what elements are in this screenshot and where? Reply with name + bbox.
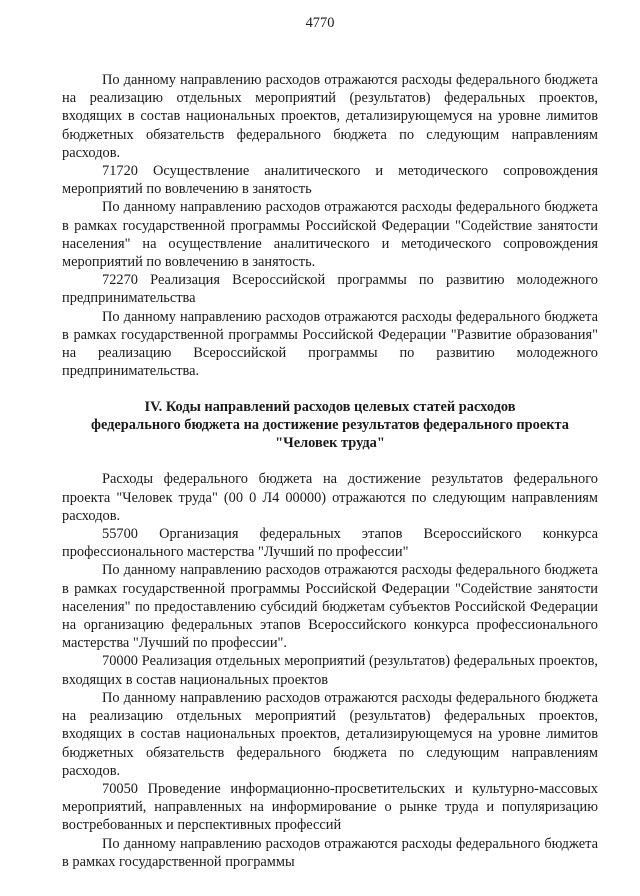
paragraph: 70000 Реализация отдельных мероприятий (результатов) федеральных проектов, входящих в состав национальных проектов — [62, 653, 598, 688]
paragraph: По данному направлению расходов отражаются расходы федерального бюджета в рамках государственной программы Российской Федерации "Содействие занятости населения" по предоставлению субсидий бюджетам субъектов Российской Федерации на организацию федеральных этапов Всероссийского конкурса профессионального мастерства "Лучший по профессии". — [62, 562, 598, 652]
section-heading — [62, 398, 598, 452]
section-heading-line: федерального бюджета на достижение результатов федерального проекта — [90, 417, 569, 434]
paragraph: Расходы федерального бюджета на достижение результатов федерального проекта "Человек труда" (00 0 Л4 00000) отражаются по следующим направлениям расходов. — [62, 471, 598, 524]
paragraph: 71720 Осуществление аналитического и методического сопровождения мероприятий по вовлечению в занятость — [62, 163, 598, 198]
paragraph: По данному направлению расходов отражаются расходы федерального бюджета в рамках государственной программы Российской Федерации "Развитие образования" на реализацию Всероссийской программы по развитию молодежного предпринимательства. — [62, 308, 598, 380]
paragraph: 72270 Реализация Всероссийской программы по развитию молодежного предпринимательства — [62, 272, 598, 307]
paragraph: По данному направлению расходов отражаются расходы федерального бюджета в рамках государственной программы — [62, 835, 598, 870]
page-number: 4770 — [305, 15, 335, 31]
paragraph: По данному направлению расходов отражаются расходы федерального бюджета на реализацию отдельных мероприятий (результатов) федеральных проектов, входящих в состав национальных проектов, детализирующемуся на уровне лимитов бюджетных обязательств федерального бюджета по следующим направлениям расходов. — [62, 689, 598, 779]
paragraph: 55700 Организация федеральных этапов Всероссийского конкурса профессионального мастерства "Лучший по профессии" — [62, 526, 598, 561]
section-heading-line: IV. Коды направлений расходов целевых статей расходов — [144, 399, 516, 416]
paragraph: 70050 Проведение информационно-просветительских и культурно-массовых мероприятий, направленных на информирование о рынке труда и популяризацию востребованных и перспективных профессий — [62, 780, 598, 834]
section-heading-line: "Человек труда" — [275, 435, 385, 452]
document-body — [62, 71, 598, 871]
paragraph: По данному направлению расходов отражаются расходы федерального бюджета на реализацию отдельных мероприятий (результатов) федеральных проектов, входящих в состав национальных проектов, детализирующемуся на уровне лимитов бюджетных обязательств федерального бюджета по следующим направлениям расходов. — [62, 72, 598, 161]
paragraph: По данному направлению расходов отражаются расходы федерального бюджета в рамках государственной программы Российской Федерации "Содействие занятости населения" на осуществление аналитического и методического сопровождения мероприятий по вовлечению в занятость. — [62, 199, 598, 271]
